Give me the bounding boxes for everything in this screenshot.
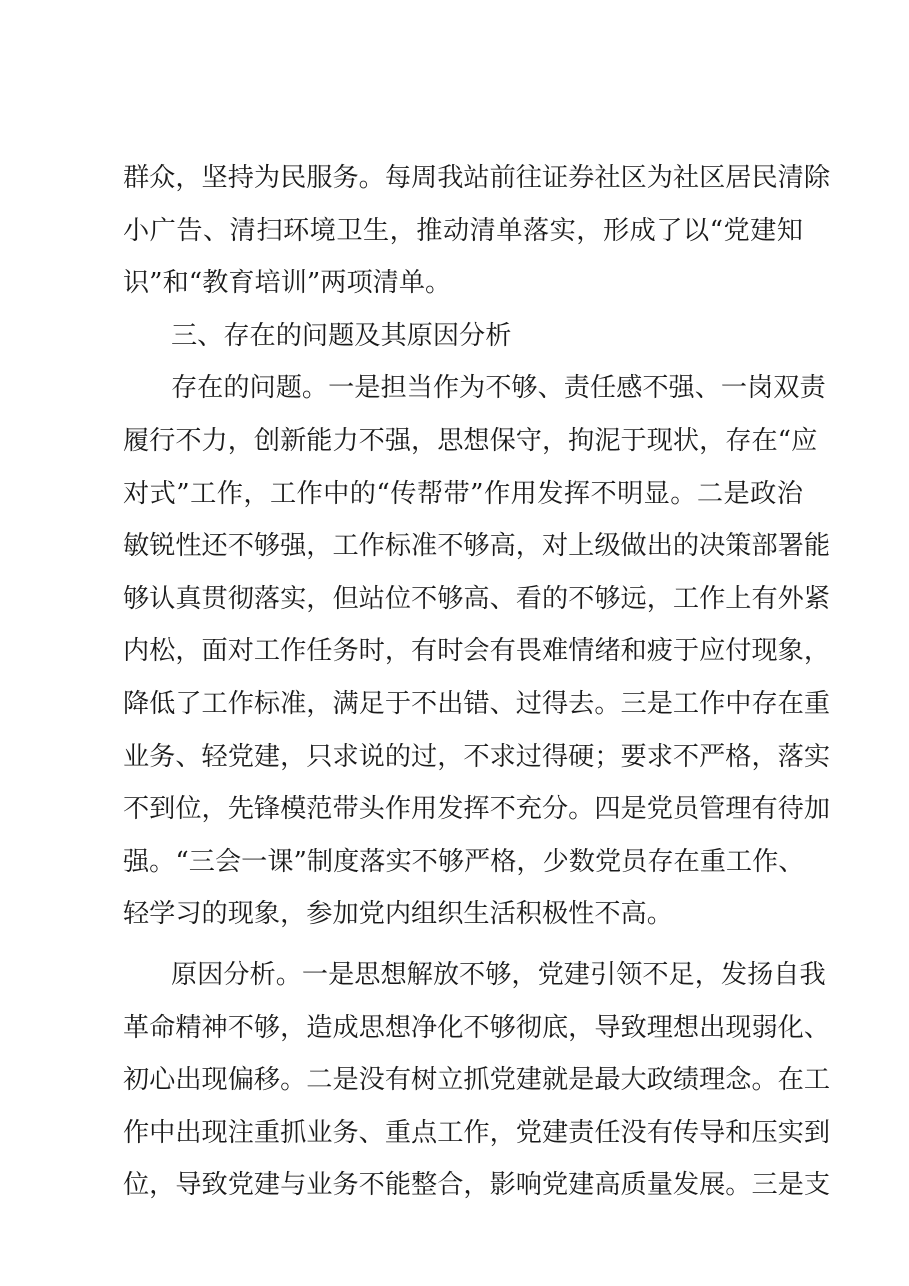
section-heading: 三、存在的问题及其原因分析 (171, 320, 512, 351)
p2-line-2: 履行不力，创新能力不强，思想保守，拘泥于现状，存在“应 (123, 425, 818, 456)
p2-line-10: 强。“三会一课”制度落实不够严格，少数党员存在重工作、 (123, 846, 805, 877)
p3-line-5: 位，导致党建与业务不能整合，影响党建高质量发展。三是支 (123, 1170, 831, 1201)
p2-line-5: 够认真贯彻落实，但站位不够高、看的不够远，工作上有外紧 (123, 583, 831, 614)
p2-line-7: 降低了工作标准，满足于不出错、过得去。三是工作中存在重 (123, 688, 831, 719)
p2-line-4: 敏锐性还不够强，工作标准不够高，对上级做出的决策部署能 (123, 531, 831, 562)
p3-line-4: 作中出现注重抓业务、重点工作，党建责任没有传导和压实到 (123, 1117, 831, 1148)
p3-line-2: 革命精神不够，造成思想净化不够彻底，导致理想出现弱化、 (123, 1012, 831, 1043)
document-body (123, 152, 831, 1212)
p2-line-9: 不到位，先锋模范带头作用发挥不充分。四是党员管理有待加 (123, 794, 831, 825)
p2-line-11: 轻学习的现象，参加党内组织生活积极性不高。 (123, 899, 673, 930)
paragraph-gap (123, 941, 803, 949)
p3-line-1: 原因分析。一是思想解放不够，党建引领不足，发扬自我 (171, 959, 826, 990)
p1-line-2: 小广告、清扫环境卫生，推动清单落实，形成了以“党建知 (123, 215, 803, 246)
p2-line-3: 对式”工作，工作中的“传帮带”作用发挥不明显。二是政治 (123, 478, 803, 509)
p1-line-3: 识”和“教育培训”两项清单。 (123, 268, 452, 299)
p1-line-1: 群众，坚持为民服务。每周我站前往证券社区为社区居民清除 (123, 163, 831, 193)
p2-line-1: 存在的问题。一是担当作为不够、责任感不强、一岗双责 (171, 373, 826, 404)
p3-line-3: 初心出现偏移。二是没有树立抓党建就是最大政绩理念。在工 (123, 1065, 831, 1096)
p2-line-6: 内松，面对工作任务时，有时会有畏难情绪和疲于应付现象， (123, 636, 831, 667)
p2-line-8: 业务、轻党建，只求说的过，不求过得硬；要求不严格，落实 (123, 741, 831, 772)
